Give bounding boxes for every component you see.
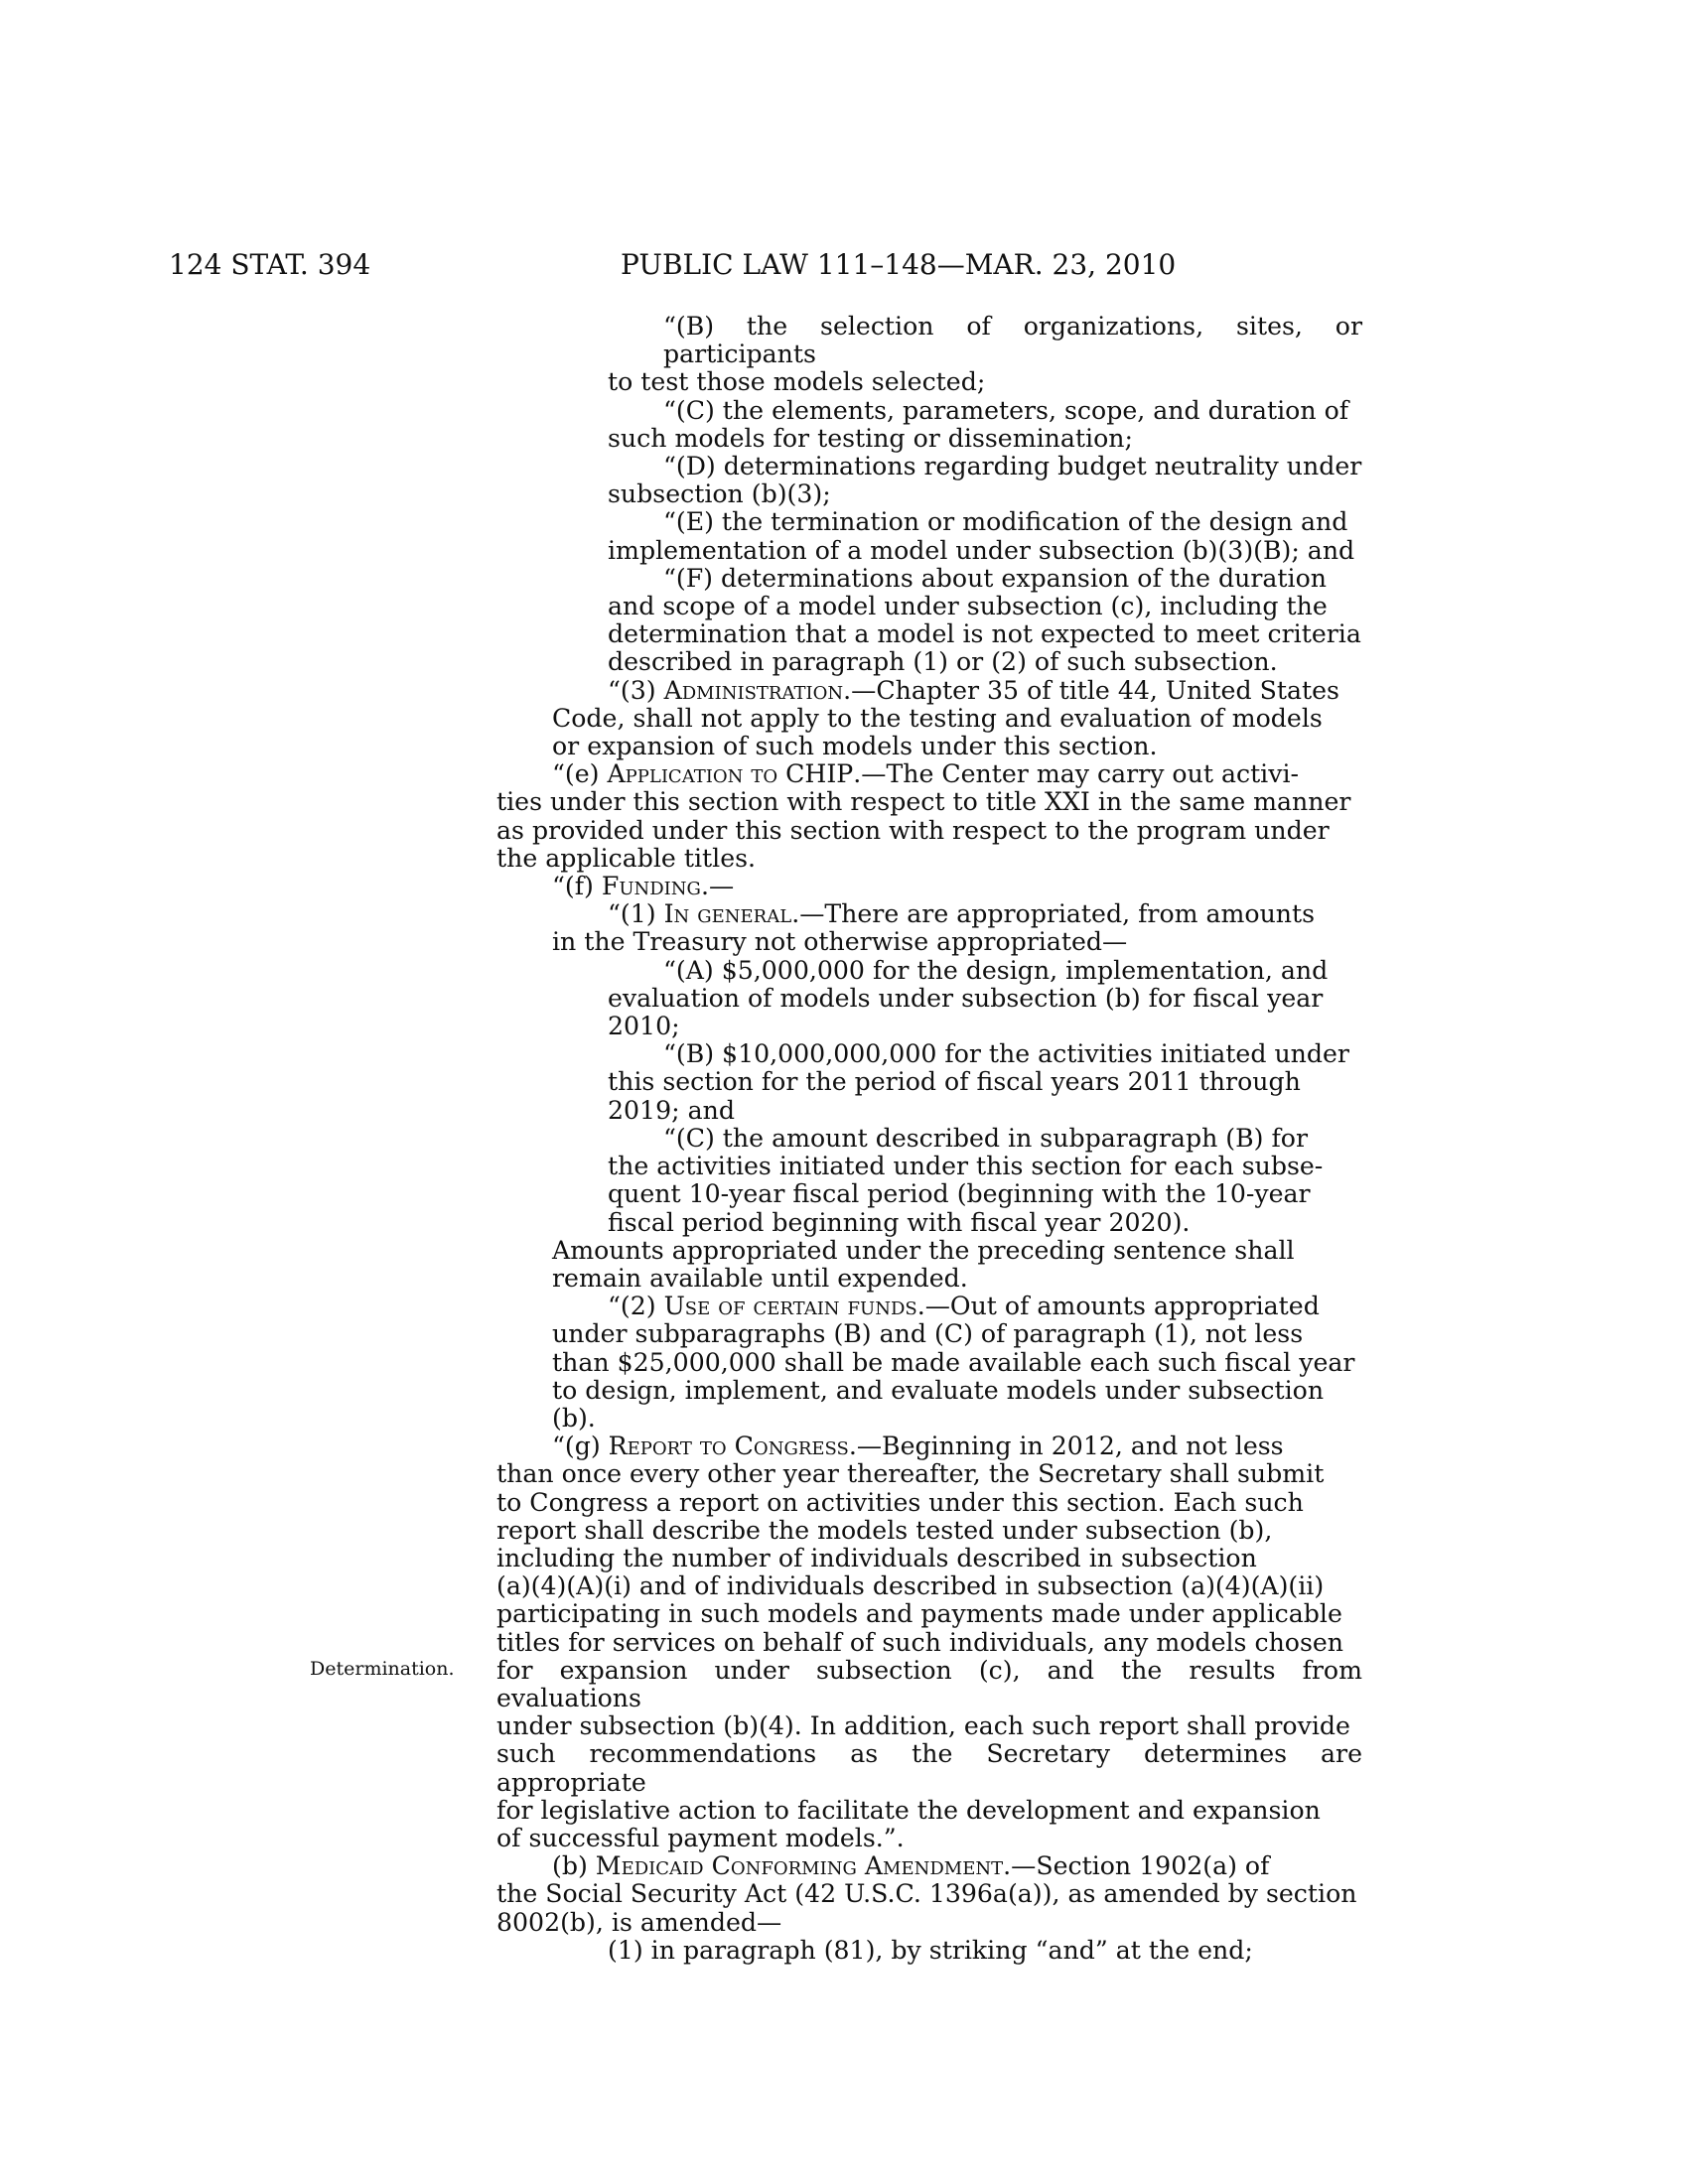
text-line: “(F) determinations about expansion of the duration [663,563,1327,593]
clause-b [496,313,1362,368]
text-line: “(B) the selection of organizations, sites, or participants [663,312,1362,369]
text-line: to Congress a report on activities under this section. Each such [496,1487,1304,1517]
text-line: or expansion of such models under this section. [552,732,1158,761]
text-fragment: .—Beginning in 2012, and not less [848,1432,1284,1461]
text-fragment: “(e) [552,759,608,789]
text-fragment: (b) [552,1851,596,1881]
text-fragment: “(3) [608,675,664,705]
margin-note-determination: Determination. [310,1658,455,1680]
text-line: (1) in paragraph (81), by striking “and” at the end; [608,1935,1253,1965]
text-line: to design, implement, and evaluate models under subsection [552,1375,1325,1405]
text-line: for legislative action to facilitate the development and expansion [496,1795,1321,1825]
text-line: the Social Security Act (42 U.S.C. 1396a(a)), as amended by section [496,1879,1357,1909]
text-line: including the number of individuals described in subsection [496,1543,1257,1572]
funding-paragraph-2 [496,1293,1362,1320]
text-line: the activities initiated under this section for each subse- [608,1152,1324,1181]
text-line: fiscal period beginning with fiscal year 2020). [608,1207,1191,1237]
text-line: Code, shall not apply to the testing and evaluation of models [552,703,1323,733]
section-heading: Medicaid Conforming Amendment [595,1851,1004,1881]
text-line: titles for services on behalf of such individuals, any models chosen [496,1627,1344,1657]
text-line: the applicable titles. [496,843,757,873]
medicaid-paragraph-1 [496,1937,1362,1965]
amounts-sentence [496,1237,1362,1293]
text-line: to test those models selected; [608,367,986,397]
funding-clause-b [496,1040,1362,1068]
subsection-f-funding [496,873,1362,900]
section-heading: Funding [601,872,701,901]
funding-clause-c [496,1125,1362,1153]
text-fragment: .—There are appropriated, from amounts [791,899,1316,929]
section-heading: Use of certain funds [663,1292,917,1321]
text-line: than once every other year thereafter, the Secretary shall submit [496,1459,1325,1489]
text-line: “(A) $5,000,000 for the design, implementation, and [663,955,1329,985]
text-fragment: .— [700,872,735,901]
text-line: quent 10-year fiscal period (beginning with the 10-year [608,1179,1311,1209]
text-line: implementation of a model under subsection (b)(3)(B); and [608,535,1355,565]
funding-paragraph-1 [496,900,1362,928]
text-fragment: .—The Center may carry out activi- [853,759,1300,789]
text-fragment: “(1) [608,899,664,929]
subsection-b-medicaid [496,1852,1362,1880]
text-line: “(D) determinations regarding budget neutrality under [663,452,1362,481]
clause-b-cont [496,368,1362,396]
text-line: for expansion under subsection (c), and the results from evaluations [496,1655,1362,1712]
section-heading: Report to Congress [608,1432,849,1461]
text-line: under subparagraphs (B) and (C) of paragraph (1), not less [552,1319,1304,1349]
text-line: as provided under this section with respect to the program under [496,815,1330,845]
text-line: subsection (b)(3); [608,479,831,509]
text-line: participating in such models and payments made under applicable [496,1599,1342,1629]
text-line: “(C) the amount described in subparagraph (B) for [663,1123,1308,1153]
section-heading: Application to CHIP [607,759,854,789]
text-line: ties under this section with respect to title XXI in the same manner [496,787,1351,817]
text-line: such recommendations as the Secretary determines are appropriate [496,1739,1362,1797]
text-fragment: .—Chapter 35 of title 44, United States [843,675,1339,705]
clause-d [496,453,1362,480]
text-line: (b). [552,1403,596,1433]
text-line: such models for testing or dissemination; [608,423,1133,453]
paragraph-3-administration [496,677,1362,705]
text-line: report shall describe the models tested under subsection (b), [496,1515,1273,1545]
text-line: and scope of a model under subsection (c), including the [608,592,1328,621]
text-fragment: “(2) [608,1292,664,1321]
text-fragment: .—Section 1902(a) of [1003,1851,1270,1881]
text-line: in the Treasury not otherwise appropriated— [552,927,1128,957]
clause-f [496,565,1362,593]
text-fragment: .—Out of amounts appropriated [916,1292,1320,1321]
text-line: of successful payment models.”. [496,1823,905,1852]
text-line: “(B) $10,000,000,000 for the activities initiated under [663,1039,1349,1069]
text-line: (a)(4)(A)(i) and of individuals described in subsection (a)(4)(A)(ii) [496,1571,1325,1601]
text-line: Amounts appropriated under the preceding sentence shall [552,1235,1295,1265]
text-line: 8002(b), is amended— [496,1907,782,1937]
text-line: determination that a model is not expected to meet criteria [608,619,1361,649]
section-heading: In general [663,899,792,929]
text-line: evaluation of models under subsection (b) for fiscal year [608,983,1324,1013]
subsection-g-report [496,1433,1362,1460]
subsection-e-chip [496,760,1362,788]
text-fragment: “(f) [552,872,602,901]
funding-clause-a [496,957,1362,985]
text-line: “(C) the elements, parameters, scope, and duration of [663,395,1349,425]
text-line: 2010; [608,1012,680,1041]
text-line: than $25,000,000 shall be made available each such fiscal year [552,1347,1355,1377]
section-heading: Administration [663,675,844,705]
text-line: “(E) the termination or modification of the design and [663,507,1348,537]
text-line: this section for the period of fiscal years 2011 through [608,1067,1301,1097]
document-body [496,313,1362,1965]
public-law-title: PUBLIC LAW 111–148—MAR. 23, 2010 [621,248,1177,281]
statute-page-number: 124 STAT. 394 [169,248,371,281]
text-line: 2019; and [608,1095,735,1125]
clause-e [496,508,1362,536]
text-line: described in paragraph (1) or (2) of such subsection. [608,647,1278,677]
page-header [0,248,1688,288]
text-line: under subsection (b)(4). In addition, each such report shall provide [496,1711,1350,1741]
clause-c [496,397,1362,425]
text-line: remain available until expended. [552,1263,968,1293]
text-fragment: “(g) [552,1432,609,1461]
